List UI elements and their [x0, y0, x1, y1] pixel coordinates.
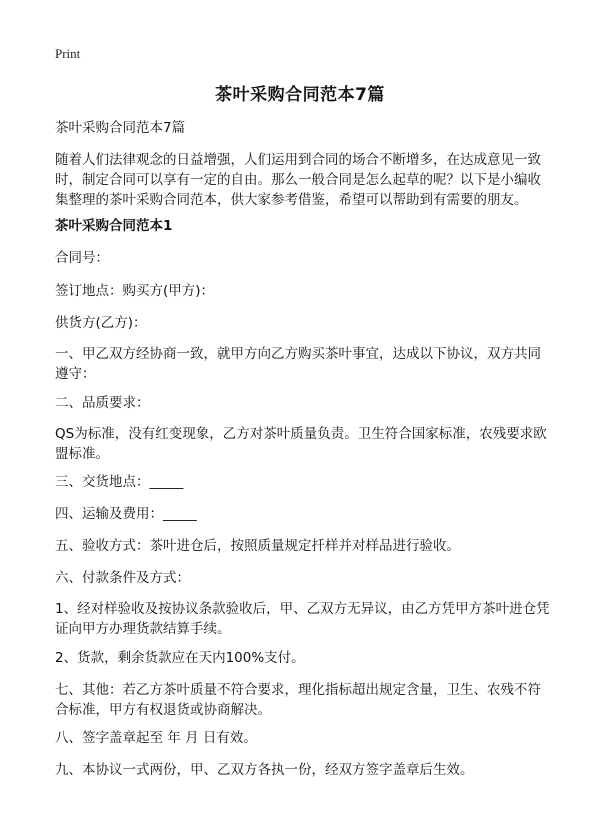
document-title: 茶叶采购合同范本7篇: [215, 85, 385, 105]
contract-number-line: 合同号：: [55, 250, 109, 266]
clause-7-other: 七、其他：若乙方茶叶质量不符合要求，理化指标超出规定含量，卫生、农残不符合标准，甲方有权退货或协商解决。: [55, 682, 541, 718]
quality-requirement: QS为标准，没有红变现象，乙方对茶叶质量负责。卫生符合国家标准，农残要求欧盟标准。: [55, 426, 547, 462]
supplier-line: 供货方(乙方)：: [55, 315, 147, 331]
section-heading: 茶叶采购合同范本1: [55, 218, 173, 234]
clause-4-transport: 四、运输及费用：_____: [55, 506, 197, 522]
clause-2-heading: 二、品质要求：: [55, 395, 150, 411]
intro-paragraph: 随着人们法律观念的日益增强，人们运用到合同的场合不断增多，在达成意见一致时，制定合同可以享有一定的自由。那么一般合同是怎么起草的呢？以下是小编收集整理的茶叶采购合同范本，供大家参考借鉴，希望可以帮助到有需要的朋友。: [55, 152, 541, 208]
clause-1: 一、甲乙双方经协商一致，就甲方向乙方购买茶叶事宜，达成以下协议，双方共同遵守：: [55, 346, 541, 382]
clause-5-acceptance: 五、验收方式：茶叶进仓后，按照质量规定扦样并对样品进行验收。: [55, 538, 460, 554]
document-subtitle: 茶叶采购合同范本7篇: [55, 120, 186, 136]
payment-item-1: 1、经对样验收及按协议条款验收后，甲、乙双方无异议，由乙方凭甲方茶叶进仓凭证向甲方办理货款结算手续。: [55, 601, 550, 637]
clause-8-validity: 八、签字盖章起至 年 月 日有效。: [55, 730, 257, 746]
print-link[interactable]: Print: [55, 46, 81, 61]
clause-9-copies: 九、本协议一式两份，甲、乙双方各执一份，经双方签字盖章后生效。: [55, 762, 474, 778]
clause-3-delivery: 三、交货地点：_____: [55, 474, 184, 490]
payment-item-2: 2、货款，剩余货款应在天内100%支付。: [55, 650, 305, 666]
signing-place-buyer-line: 签订地点：购买方(甲方)：: [55, 283, 215, 299]
clause-6-heading: 六、付款条件及方式：: [55, 570, 190, 586]
